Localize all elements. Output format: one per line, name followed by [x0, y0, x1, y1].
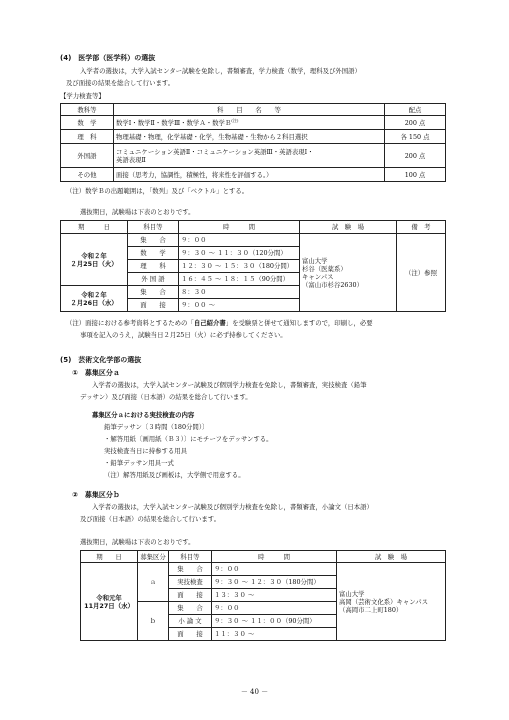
- subject-cell: 数学Ⅰ・数学Ⅱ・数学Ⅲ・数学Ａ・数学Ｂ$^{(注)}$: [114, 116, 385, 130]
- table-row: [61, 130, 446, 144]
- subject-cell: 集 合: [128, 286, 179, 299]
- category-a-intro-line2: デッサン）及び面接（日本語）の結果を総合して行います。: [80, 393, 252, 401]
- self-intro-note-line1: （注）面接における参考資料とするための「自己紹介書」を受験票と併せて通知しますので，印刷し，必要: [66, 319, 373, 327]
- col-header-date: 期 日: [61, 221, 128, 234]
- points-cell: 100 点: [385, 168, 446, 182]
- subject-cell: 外 国 語: [128, 273, 179, 286]
- section-4-heading: (4) 医学部（医学科）の選抜: [60, 54, 156, 62]
- schedule-intro-arts: 選抜期日，試験場は下表のとおりです。: [80, 538, 195, 546]
- subject-cell: 面 接: [169, 628, 212, 641]
- schedule-table-arts: [80, 550, 446, 641]
- category-cell: 理 科: [61, 130, 114, 144]
- col-header-time: 時 間: [212, 551, 337, 563]
- table-row: [61, 116, 446, 130]
- time-cell: ９：３０ ～ １２：３０（180分間）: [212, 576, 337, 589]
- schedule-intro: 選抜期日，試験場は下表のとおりです。: [80, 208, 195, 216]
- subject-cell: 面接（思考力，協調性，積極性，将来性を評価する。）: [114, 168, 385, 182]
- schedule-table-medicine: [60, 220, 446, 312]
- time-cell: １６：４５ ～ １８：１５（90分間）: [179, 273, 300, 286]
- col-header-points: 配点: [385, 104, 446, 116]
- subject-cell: 面 接: [128, 299, 179, 312]
- category-a-intro-line1: 入学者の選抜は，大学入試センター試験及び個別学力検査を免除し，書類審査，実技検査（鉛筆: [92, 381, 367, 389]
- date-cell: 令和元年 11月27日（水）: [81, 563, 138, 641]
- col-header-subject: 科 目 名 等: [114, 104, 385, 116]
- table-row: [81, 563, 446, 576]
- exam-table-caption: 【学力検査等】: [60, 92, 105, 100]
- section-4-intro-line2: 及び面接の結果を総合して行います。: [66, 79, 175, 87]
- page-number: － 40 －: [240, 688, 269, 696]
- subject-cell: 理 科: [128, 260, 179, 273]
- category-cell: 外国語: [61, 144, 114, 168]
- subject-cell: 物理基礎・物理，化学基礎・化学，生物基礎・生物から２科目選択: [114, 130, 385, 144]
- note-marker: (注): [231, 117, 239, 123]
- time-cell: ８：３０: [179, 286, 300, 299]
- col-header-venue: 試 験 場: [337, 551, 446, 563]
- table-row: [61, 144, 446, 168]
- subject-cell: 集 合: [128, 234, 179, 247]
- points-cell: 各 150 点: [385, 130, 446, 144]
- col-header-category: 募集区分: [138, 551, 169, 563]
- date-cell-day1: 令和２年 ２月25日（火）: [61, 234, 128, 286]
- category-cell-a: ａ: [138, 563, 169, 602]
- table-row: [61, 168, 446, 182]
- venue-cell: 富山大学 杉谷（医薬系） キャンパス （富山市杉谷2630）: [300, 234, 397, 312]
- subject-cell: 集 合: [169, 602, 212, 615]
- remarks-cell: （注）参照: [397, 234, 446, 312]
- time-cell: ９：３０ ～ １１：００（90分間）: [212, 615, 337, 628]
- section-5-heading: (5) 芸術文化学部の選抜: [60, 356, 142, 364]
- subject-cell: 数 学: [128, 247, 179, 260]
- time-cell: ９：００ ～: [179, 299, 300, 312]
- subject-cell: 面 接: [169, 589, 212, 602]
- category-a-heading: ① 募集区分ａ: [72, 369, 120, 377]
- time-cell: ９：００: [212, 563, 337, 576]
- practical-exam-subheading: 募集区分ａにおける実技検査の内容: [92, 411, 195, 419]
- category-cell: その他: [61, 168, 114, 182]
- time-cell: １２：３０ ～ １５：３０（180分間）: [179, 260, 300, 273]
- col-header-subject: 科目等: [169, 551, 212, 563]
- points-cell: 200 点: [385, 116, 446, 130]
- col-header-subject: 科目等: [128, 221, 179, 234]
- self-intro-note-line2: 事項を記入のうえ，試験当日２月25日（火）に必ず持参してください。: [80, 331, 287, 339]
- col-header-time: 時 間: [179, 221, 300, 234]
- category-b-heading: ② 募集区分ｂ: [72, 491, 120, 499]
- time-cell: ９：００: [179, 234, 300, 247]
- practical-item: ・解答用紙〔画用紙（Ｂ３）〕にモチーフをデッサンする。: [104, 435, 273, 443]
- time-cell: ９：３０ ～ １１：３０（120分間）: [179, 247, 300, 260]
- points-cell: 200 点: [385, 144, 446, 168]
- subject-cell: コミュニケーション英語Ⅱ・コミュニケーション英語Ⅲ・英語表現Ⅰ・ 英語表現Ⅱ: [114, 144, 385, 168]
- subject-cell: 集 合: [169, 563, 212, 576]
- time-cell: １３：３０ ～: [212, 589, 337, 602]
- subjects-table: [60, 103, 446, 182]
- subject-cell: 実技検査: [169, 576, 212, 589]
- category-cell-b: ｂ: [138, 602, 169, 641]
- time-cell: ９：００: [212, 602, 337, 615]
- practical-item: 鉛筆デッサン〔３時間（180分間）〕: [104, 423, 209, 431]
- col-header-remarks: 備 考: [397, 221, 446, 234]
- category-b-intro-line2: 及び面接（日本語）の結果を総合して行います。: [80, 515, 221, 523]
- practical-item: ・鉛筆デッサン用具一式: [104, 459, 174, 467]
- col-header-venue: 試 験 場: [300, 221, 397, 234]
- section-4-intro-line1: 入学者の選抜は，大学入試センター試験を免除し，書類審査，学力検査（数学，理科及び外国語）: [80, 67, 361, 75]
- category-cell: 数 学: [61, 116, 114, 130]
- col-header-category: 教科等: [61, 104, 114, 116]
- venue-cell: 富山大学 高岡（芸術文化系）キャンパス （高岡市二上町180）: [337, 563, 446, 641]
- practical-item: 実技検査当日に持参する用具: [104, 447, 188, 455]
- table-row: [61, 234, 446, 247]
- practical-item: （注）解答用紙及び画板は，大学側で用意する。: [104, 471, 245, 479]
- date-cell-day2: 令和２年 ２月26日（水）: [61, 286, 128, 312]
- subject-cell: 小 論 文: [169, 615, 212, 628]
- time-cell: １１：３０ ～: [212, 628, 337, 641]
- category-b-intro-line1: 入学者の選抜は，大学入試センター試験及び個別学力検査を免除し，書類審査，小論文（日本語）: [92, 503, 373, 511]
- math-range-note: （注）数学Ｂの出題範囲は，「数列」及び「ベクトル」とする。: [66, 187, 249, 195]
- col-header-date: 期 日: [81, 551, 138, 563]
